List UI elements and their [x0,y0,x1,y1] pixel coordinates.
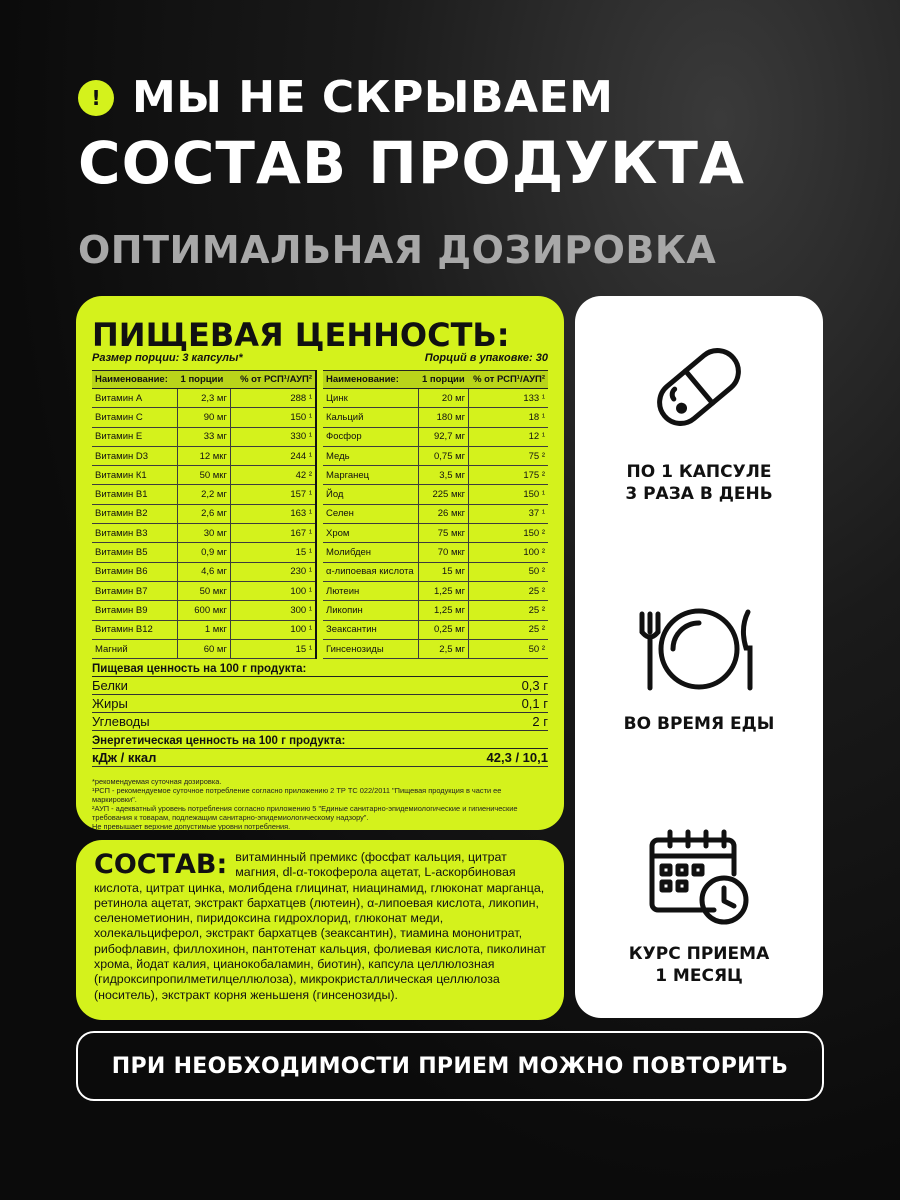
nutrient-amount: 1 мкг [178,620,231,639]
nutrient-row [323,601,548,620]
nutrient-amount: 92,7 мг [419,427,469,446]
nutrient-name: Молибден [323,543,419,562]
nutrient-percent: 175 ² [469,466,548,485]
nutrient-name: Витамин Е [92,427,178,446]
serving-size: Размер порции: 3 капсулы* [92,352,243,364]
nutrient-name: Витамин В12 [92,620,178,639]
nutrient-row [92,581,316,600]
nutrient-amount: 90 мг [178,408,231,427]
nutrient-row [92,408,316,427]
col-header-serving: 1 порции [419,371,469,389]
capsule-icon [644,332,754,442]
nutrient-amount: 225 мкг [419,485,469,504]
nutrient-row [323,446,548,465]
nutrient-name: Витамин В7 [92,581,178,600]
nutrient-row [323,389,548,408]
per100-label: Жиры [92,696,128,712]
nutrient-row [92,601,316,620]
nutrient-row [92,466,316,485]
nutrient-row [92,620,316,639]
nutrient-percent: 18 ¹ [469,408,548,427]
energy-value: 42,3 / 10,1 [486,750,548,766]
per100-label: Углеводы [92,714,150,730]
nutrient-row [92,427,316,446]
nutrient-percent: 100 ¹ [230,620,316,639]
usage-item-dose [575,332,823,505]
per100-label: Белки [92,678,128,694]
nutrient-row [92,543,316,562]
nutrient-percent: 163 ¹ [230,504,316,523]
nutrient-name: Ликопин [323,601,419,620]
nutrient-percent: 244 ¹ [230,446,316,465]
hero-heading [78,72,745,197]
nutrient-row [323,581,548,600]
nutrient-name: Витамин В9 [92,601,178,620]
energy-label: кДж / ккал [92,750,157,766]
footnotes [92,777,548,831]
hero-line1-row [78,72,745,123]
composition-text: витаминный премикс (фосфат кальция, цитрат магния, dl-α-токоферола ацетат, L-аскорбиновая кислота, цитрат цинка, молибдена глицинат, ниацинамид, глюконат марганца, ретинола ацетат, экстракт бархатцев (лютеин), α-липоевая кислота, ликопин, селенометионин, пиридоксина гидрохлорид, глюконат меди, холекальциферол, экстракт бархатцев (зеаксантин), тиамина мононитрат, рибофлавин, филлохинон, пантотенат кальция, фолиевая кислота, пиколинат хрома, йодат калия, цианокобаламин, биотин), капсула целлюлозная (гидроксипропилметилцеллюлоза), микрокристаллическая целлюлоза (носитель), экстракт корня женьшеня (гинсенозиды). [94,850,546,1002]
nutrient-name: Кальций [323,408,419,427]
nutrient-amount: 2,3 мг [178,389,231,408]
nutrient-name: Витамин А [92,389,178,408]
nutrient-row [323,485,548,504]
nutrient-name: Витамин В2 [92,504,178,523]
nutrient-name: α-липоевая кислота [323,562,419,581]
hero-subtitle: ОПТИМАЛЬНАЯ ДОЗИРОВКА [78,228,717,272]
nutrient-percent: 15 ¹ [230,639,316,658]
course-label-line1: КУРС ПРИЕМА [628,944,770,964]
nutrient-percent: 75 ² [469,446,548,465]
nutrient-row [323,524,548,543]
nutrient-row [323,562,548,581]
nutrient-name: Магний [92,639,178,658]
nutrient-row [92,562,316,581]
nutrient-row [92,524,316,543]
nutrient-row [323,427,548,446]
per100-row [92,713,548,731]
nutrient-row [323,620,548,639]
nutrient-amount: 20 мг [419,389,469,408]
per100-list [92,677,548,731]
nutrient-percent: 150 ² [469,524,548,543]
nutrient-name: Витамин В3 [92,524,178,543]
plate-icon [634,604,764,694]
composition-title: СОСТАВ: [94,849,228,880]
nutrient-name: Лютеин [323,581,419,600]
footnote: Не превышает верхние допустимые уровни потребления. [92,822,291,832]
nutrient-amount: 4,6 мг [178,562,231,581]
usage-item-course [575,828,823,987]
nutrient-amount: 2,2 мг [178,485,231,504]
footnote: ¹РСП - рекомендуемое суточное потребление согласно приложению 2 ТР ТС 022/2011 "Пищевая продукция в части ее маркировки". [92,786,502,805]
nutrient-row [323,639,548,658]
nutrient-name: Витамин С [92,408,178,427]
hero-line2: СОСТАВ ПРОДУКТА [78,129,745,197]
nutrient-percent: 150 ¹ [230,408,316,427]
nutrient-amount: 12 мкг [178,446,231,465]
nutrient-percent: 25 ² [469,601,548,620]
nutrient-row [92,485,316,504]
nutrient-percent: 42 ² [230,466,316,485]
nutrient-name: Йод [323,485,419,504]
energy-row [92,749,548,767]
nutrient-name: Витамин D3 [92,446,178,465]
servings-per-pack: Порций в упаковке: 30 [424,352,548,364]
nutrient-row [323,466,548,485]
nutrient-amount: 180 мг [419,408,469,427]
nutrient-amount: 70 мкг [419,543,469,562]
nutrient-table-left [92,370,317,659]
nutrient-row [92,389,316,408]
exclamation-icon: ! [78,80,114,116]
nutrient-percent: 12 ¹ [469,427,548,446]
nutrient-name: Витамин В1 [92,485,178,504]
col-header-serving: 1 порции [178,371,231,389]
nutrient-amount: 0,9 мг [178,543,231,562]
nutrient-amount: 2,6 мг [178,504,231,523]
nutrient-amount: 33 мг [178,427,231,446]
nutrient-amount: 50 мкг [178,466,231,485]
nutrient-percent: 133 ¹ [469,389,548,408]
nutrient-amount: 30 мг [178,524,231,543]
nutrient-name: Витамин В5 [92,543,178,562]
energy-title: Энергетическая ценность на 100 г продукта: [92,735,548,749]
per100-value: 0,3 г [521,678,548,694]
nutrient-amount: 0,25 мг [419,620,469,639]
nutrient-amount: 2,5 мг [419,639,469,658]
nutrient-name: Зеаксантин [323,620,419,639]
nutrient-row [323,543,548,562]
nutrient-percent: 25 ² [469,581,548,600]
nutrient-percent: 150 ¹ [469,485,548,504]
nutrient-amount: 0,75 мг [419,446,469,465]
calendar-clock-icon [644,828,754,928]
nutrient-amount: 50 мкг [178,581,231,600]
nutrient-percent: 50 ² [469,639,548,658]
nutrient-percent: 300 ¹ [230,601,316,620]
nutrient-percent: 50 ² [469,562,548,581]
nutrient-row [323,504,548,523]
dose-label-line1: ПО 1 КАПСУЛЕ [626,462,772,482]
nutrient-amount: 1,25 мг [419,581,469,600]
footnote: ²АУП - адекватный уровень потребления согласно приложению 5 "Единые санитарно-эпидемиологические и гигиенические требования к товарам, подлежащим санитарно-эпидемиологическому надзору". [92,804,518,823]
nutrient-amount: 26 мкг [419,504,469,523]
nutrient-percent: 167 ¹ [230,524,316,543]
nutrient-percent: 100 ¹ [230,581,316,600]
hero-line1: МЫ НЕ СКРЫВАЕМ [132,72,614,123]
nutrient-percent: 25 ² [469,620,548,639]
nutrient-name: Медь [323,446,419,465]
course-label-line2: 1 МЕСЯЦ [655,966,743,986]
nutrient-percent: 230 ¹ [230,562,316,581]
nutrient-amount: 15 мг [419,562,469,581]
usage-item-meal [575,604,823,735]
per100-value: 2 г [532,714,548,730]
nutrient-percent: 37 ¹ [469,504,548,523]
nutrient-percent: 157 ¹ [230,485,316,504]
col-header-name: Наименование: [92,371,178,389]
usage-card [575,296,823,1018]
nutrient-name: Марганец [323,466,419,485]
nutrition-title: ПИЩЕВАЯ ЦЕННОСТЬ: [92,316,510,354]
nutrient-name: Хром [323,524,419,543]
nutrient-amount: 60 мг [178,639,231,658]
nutrient-percent: 15 ¹ [230,543,316,562]
col-header-name: Наименование: [323,371,419,389]
nutrient-percent: 330 ¹ [230,427,316,446]
nutrient-row [323,408,548,427]
nutrient-name: Цинк [323,389,419,408]
nutrient-name: Фосфор [323,427,419,446]
nutrition-tables [92,370,548,659]
per100-row [92,677,548,695]
nutrient-name: Витамин К1 [92,466,178,485]
nutrient-amount: 75 мкг [419,524,469,543]
nutrient-row [92,639,316,658]
dose-label-line2: 3 РАЗА В ДЕНЬ [625,484,773,504]
nutrient-percent: 288 ¹ [230,389,316,408]
per100-value: 0,1 г [521,696,548,712]
composition-panel [76,840,564,1020]
nutrient-name: Гинсенозиды [323,639,419,658]
nutrient-row [92,504,316,523]
nutrient-name: Витамин В6 [92,562,178,581]
repeat-intake-banner: ПРИ НЕОБХОДИМОСТИ ПРИЕМ МОЖНО ПОВТОРИТЬ [76,1031,824,1101]
nutrient-percent: 100 ² [469,543,548,562]
per100-row [92,695,548,713]
nutrient-table-right [323,370,548,659]
col-header-percent: % от РСП¹/АУП² [230,371,316,389]
nutrient-name: Селен [323,504,419,523]
nutrient-amount: 600 мкг [178,601,231,620]
nutrient-amount: 3,5 мг [419,466,469,485]
nutrient-amount: 1,25 мг [419,601,469,620]
meal-label: ВО ВРЕМЯ ЕДЫ [623,714,775,734]
per100-title: Пищевая ценность на 100 г продукта: [92,663,548,677]
footnote: *рекомендуемая суточная дозировка. [92,777,222,787]
col-header-percent: % от РСП¹/АУП² [469,371,548,389]
nutrient-row [92,446,316,465]
nutrition-panel [76,296,564,830]
